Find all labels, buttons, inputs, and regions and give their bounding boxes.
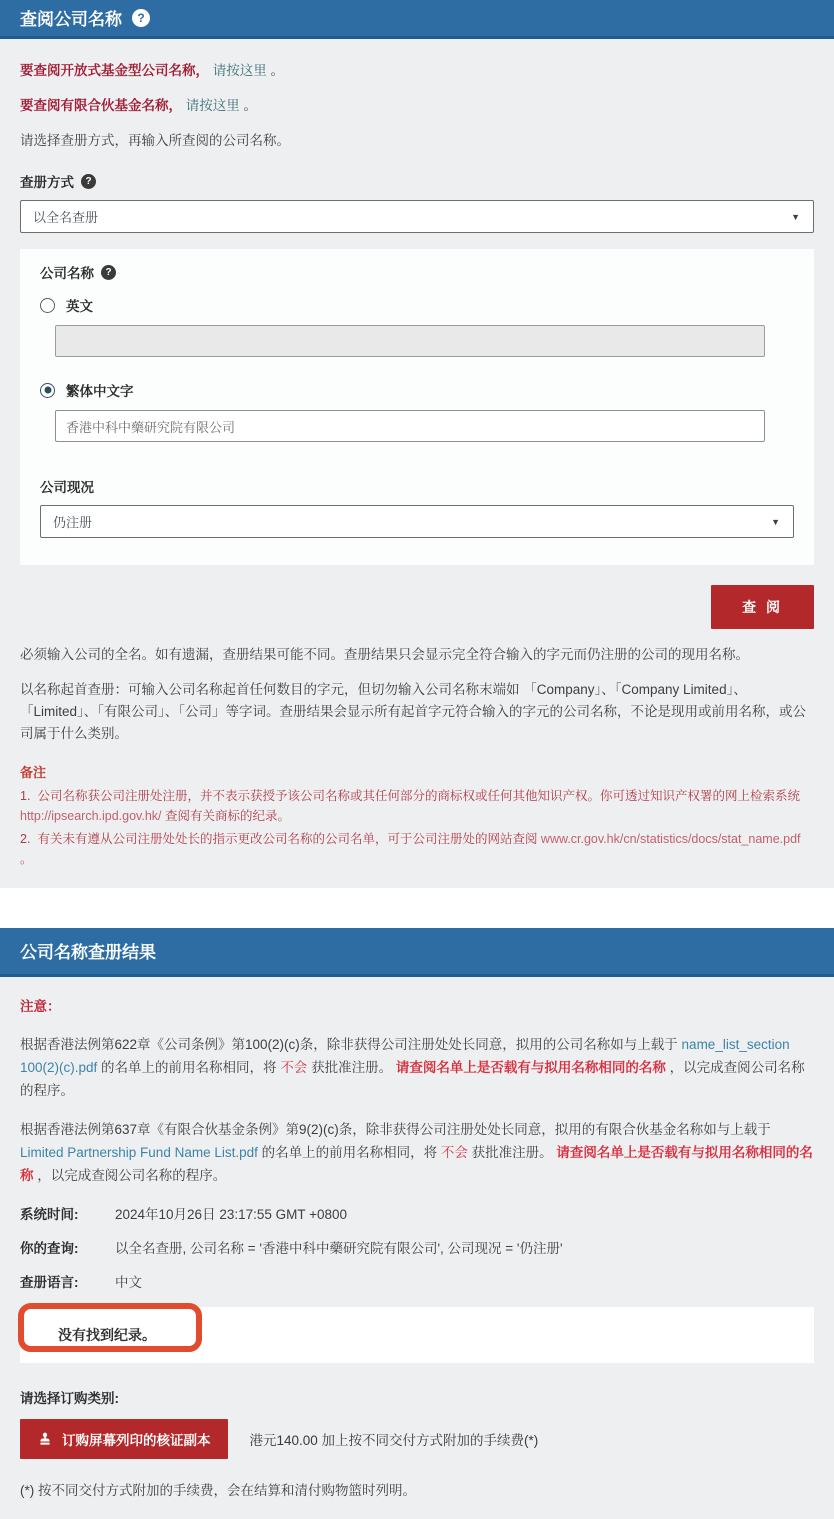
para622-pre: 根据香港法例第622章《公司条例》第100(2)(c)条，除非获得公司注册处处长同意，拟用的公司名称如与上载于 xyxy=(20,1037,682,1052)
stamp-icon xyxy=(37,1431,53,1447)
para637-post: ，以完成查阅公司名称的程序。 xyxy=(33,1168,227,1183)
lpf-name-list-pdf-link[interactable]: Limited Partnership Fund Name List.pdf xyxy=(20,1145,258,1160)
order-button-label: 订购屏幕列印的核证副本 xyxy=(62,1433,211,1448)
para622-will-not: 不会 xyxy=(280,1060,308,1075)
limited-partnership-fund-line xyxy=(20,94,814,114)
company-status-select[interactable] xyxy=(40,505,794,538)
search-language-value: 中文 xyxy=(115,1275,142,1290)
remarks-title: 备注 xyxy=(20,765,47,780)
prefix-search-note: 以名称起首查册：可输入公司名称起首任何数目的字元，但切勿输入公司名称末端如 「Company」、「Company Limited」、「Limited」、「有限公司」、「公司」等字词。查册结果会显示所有起首字元符合输入的字元的公司名称，不论是现用或前用名称，或公司属于什么类别。 xyxy=(20,682,807,741)
para637-mid2: 获批准注册。 xyxy=(467,1145,557,1160)
your-query-value: 以全名查册, 公司名称 = '香港中科中藥研究院有限公司', 公司现况 = '仍注册' xyxy=(115,1241,563,1256)
search-mode-select[interactable] xyxy=(20,200,814,233)
remark-1 xyxy=(20,786,814,826)
order-category-label: 请选择订购类别: xyxy=(20,1391,119,1406)
traditional-chinese-radio-label: 繁体中文字 xyxy=(66,384,134,399)
search-language-row xyxy=(20,1271,814,1291)
company-name-label-row xyxy=(40,262,794,282)
instruction-text: 请选择查册方式，再输入所查阅的公司名称。 xyxy=(20,133,290,148)
para637-warning: 请查阅名单上是否载有与拟用名称相同的名称 xyxy=(20,1145,813,1183)
english-radio-label: 英文 xyxy=(66,299,93,314)
para622-post: ，以完成查阅公司名称的程序。 xyxy=(20,1060,805,1098)
panel1-header xyxy=(0,0,834,39)
remark-2-text: 有关未有遵从公司注册处处长的指示更改公司名称的公司名单，可于公司注册处的网站查阅 xyxy=(37,832,541,846)
para637-pre: 根据香港法例第637章《有限合伙基金条例》第9(2)(c)条，除非获得公司注册处处长同意，拟用的有限合伙基金名称如与上载于 xyxy=(20,1122,771,1137)
ordinance-622-paragraph xyxy=(20,1033,814,1102)
order-row xyxy=(20,1419,814,1459)
handling-fee-footnote: (*) 按不同交付方式附加的手续费，会在结算和清付购物篮时列明。 xyxy=(20,1483,416,1498)
no-record-text: 没有找到纪录。 xyxy=(58,1327,156,1343)
price-text: 港元140.00 加上按不同交付方式附加的手续费(*) xyxy=(249,1433,539,1448)
search-mode-label: 查册方式 xyxy=(20,175,74,190)
company-name-label: 公司名称 xyxy=(40,266,94,281)
section-divider xyxy=(0,888,834,928)
result-row xyxy=(20,1307,814,1363)
help-icon[interactable]: ? xyxy=(132,9,150,27)
notice-label: 注意： xyxy=(20,999,61,1014)
panel1-title: 查阅公司名称 xyxy=(20,10,122,29)
panel2-title: 公司名称查册结果 xyxy=(20,943,156,962)
panel2-body xyxy=(0,977,834,1519)
remark-2-post: 。 xyxy=(20,852,33,866)
chevron-down-icon: ▼ xyxy=(791,211,800,222)
remark-2 xyxy=(20,829,814,869)
company-name-card xyxy=(20,249,814,565)
search-language-label: 查册语言: xyxy=(20,1275,79,1290)
para637-will-not: 不会 xyxy=(440,1145,468,1160)
system-time-row xyxy=(20,1203,814,1223)
remark-1-post: 查阅有关商标的纪录。 xyxy=(161,809,291,823)
your-query-label: 你的查询: xyxy=(20,1241,79,1256)
open-ended-fund-suffix: 。 xyxy=(266,63,285,78)
company-status-label-row xyxy=(40,476,794,496)
search-button-row xyxy=(20,585,814,629)
search-mode-help-icon[interactable]: ? xyxy=(81,174,96,189)
search-mode-selected-value: 以全名查册 xyxy=(33,210,99,225)
limited-partnership-fund-suffix: 。 xyxy=(239,98,258,113)
traditional-chinese-radio[interactable] xyxy=(40,383,55,398)
company-name-help-icon[interactable]: ? xyxy=(101,265,116,280)
search-mode-label-row xyxy=(20,171,814,191)
limited-partnership-fund-click-here-link[interactable]: 请按这里 xyxy=(185,98,240,113)
name-list-section-pdf-link[interactable]: name_list_section 100(2)(c).pdf xyxy=(20,1037,790,1075)
your-query-row xyxy=(20,1237,814,1257)
open-ended-fund-text: 要查阅开放式基金型公司名称， xyxy=(20,63,209,78)
english-radio[interactable] xyxy=(40,298,55,313)
chinese-radio-row xyxy=(40,380,794,400)
limited-partnership-fund-text: 要查阅有限合伙基金名称， xyxy=(20,98,182,113)
remark-2-number: 2. xyxy=(20,832,31,846)
open-ended-fund-line xyxy=(20,59,814,79)
chinese-name-input[interactable] xyxy=(55,410,765,442)
company-status-selected-value: 仍注册 xyxy=(53,515,93,530)
para637-mid: 的名单上的前用名称相同，将 xyxy=(257,1145,441,1160)
para622-mid2: 获批准注册。 xyxy=(307,1060,396,1075)
remark-1-number: 1. xyxy=(20,789,31,803)
english-radio-row xyxy=(40,295,794,315)
open-ended-fund-click-here-link[interactable]: 请按这里 xyxy=(212,63,267,78)
fullname-note: 必须输入公司的全名。如有遗漏，查册结果可能不同。查册结果只会显示完全符合输入的字元而仍注册的公司的现用名称。 xyxy=(20,647,749,662)
order-certified-copy-button[interactable] xyxy=(20,1419,228,1459)
english-name-input[interactable] xyxy=(55,325,765,357)
company-status-label: 公司现况 xyxy=(40,480,94,495)
ordinance-637-paragraph xyxy=(20,1118,814,1187)
chevron-down-icon: ▼ xyxy=(771,516,780,527)
stat-name-pdf-link[interactable]: www.cr.gov.hk/cn/statistics/docs/stat_name.pdf xyxy=(540,832,801,846)
system-time-label: 系统时间: xyxy=(20,1207,79,1222)
search-result-panel xyxy=(0,928,834,1519)
para622-mid: 的名单上的前用名称相同，将 xyxy=(97,1060,281,1075)
search-button[interactable]: 查 阅 xyxy=(711,585,814,629)
para622-warning: 请查阅名单上是否载有与拟用名称相同的名称 xyxy=(395,1060,666,1075)
system-time-value: 2024年10月26日 23:17:55 GMT +0800 xyxy=(115,1207,348,1222)
remark-1-text: 公司名称获公司注册处注册，并不表示获授予该公司名称或其任何部分的商标权或任何其他知识产权。你可透过知识产权署的网上检索系统 xyxy=(37,789,800,803)
panel2-header xyxy=(0,928,834,977)
ipsearch-link[interactable]: http://ipsearch.ipd.gov.hk/ xyxy=(20,809,162,823)
panel1-body xyxy=(0,39,834,888)
